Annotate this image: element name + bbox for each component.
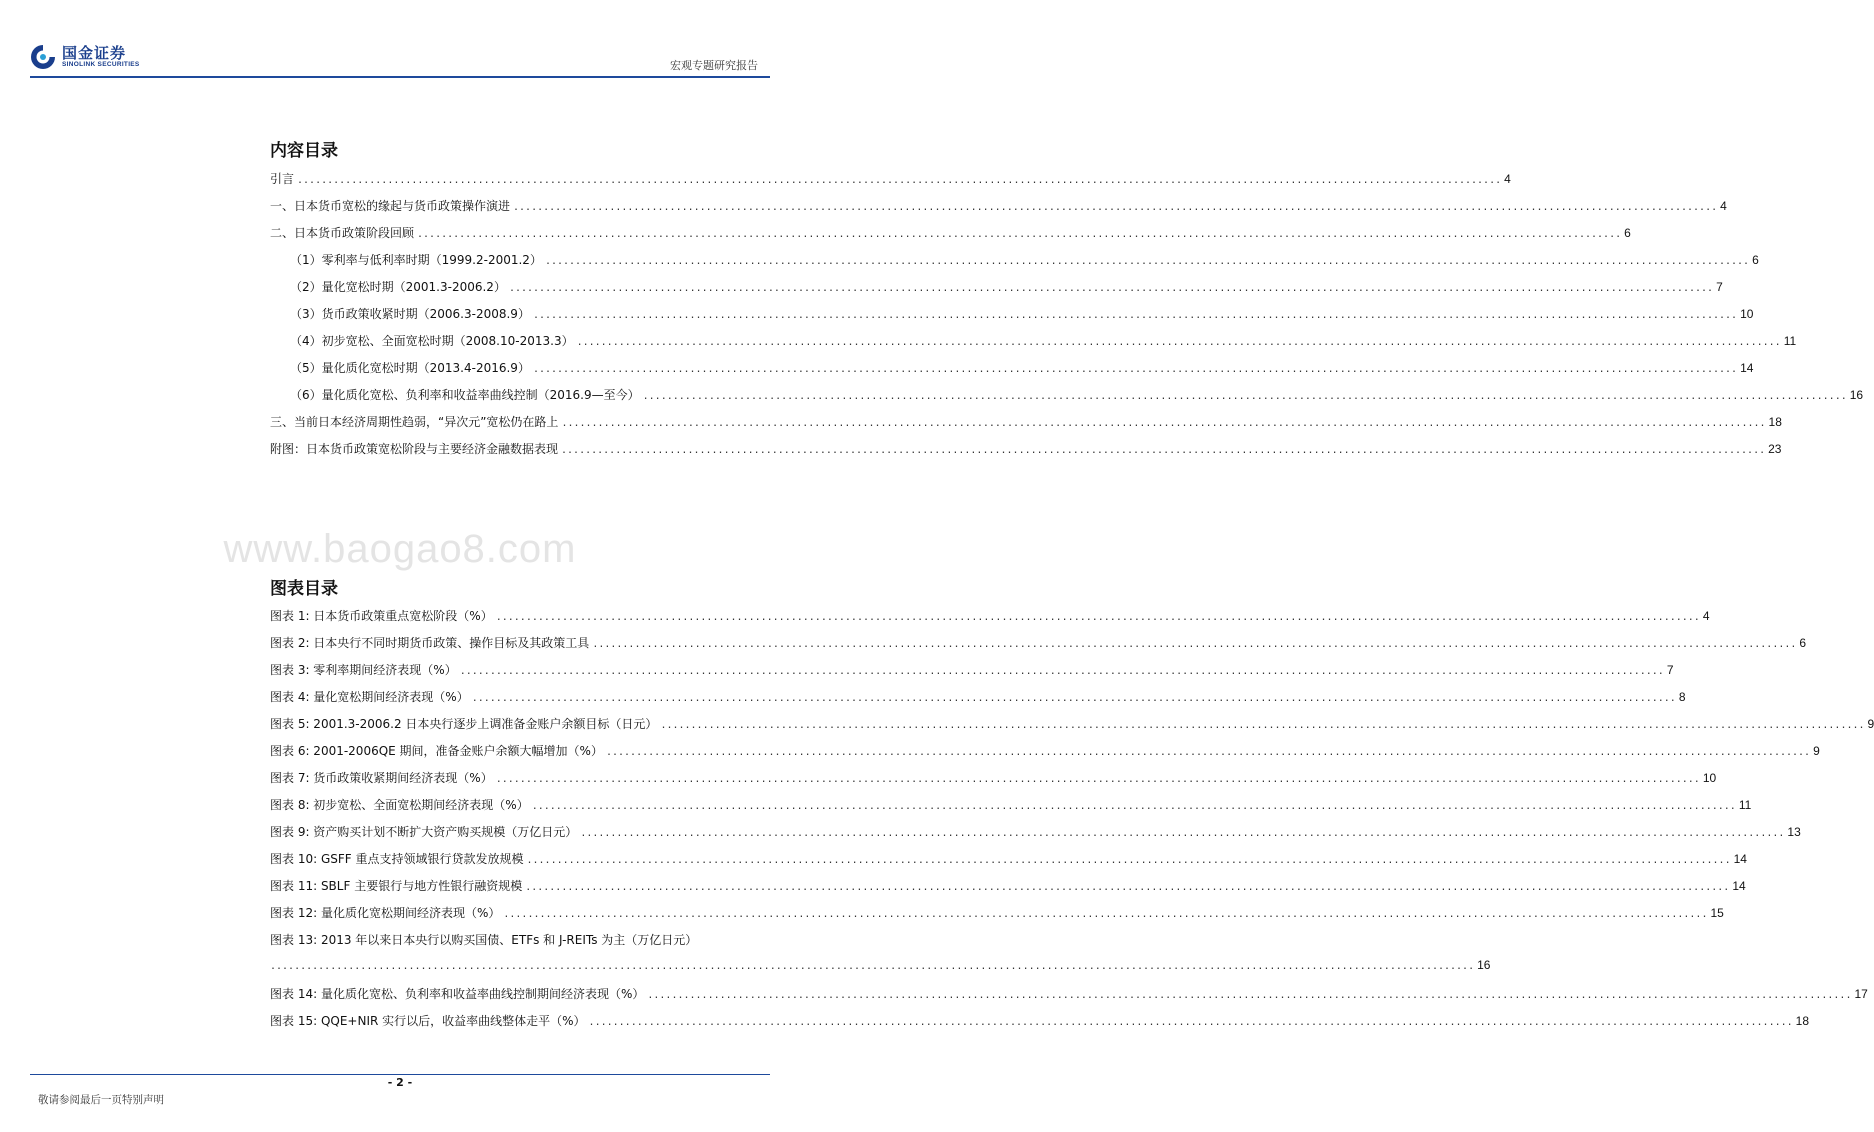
sinolink-logo-icon bbox=[30, 44, 56, 70]
entry-page: 16 bbox=[1477, 958, 1491, 972]
entry-page: 6 bbox=[1752, 253, 1759, 267]
entry-page: 9 bbox=[1813, 744, 1820, 758]
figures-entry[interactable] bbox=[270, 877, 1746, 904]
entry-label: 二、日本货币政策阶段回顾 bbox=[270, 226, 415, 240]
figures-entry[interactable] bbox=[270, 715, 1874, 742]
entry-label: 图表 11: SBLF 主要银行与地方性银行融资规模 bbox=[270, 879, 523, 893]
contents-title: 内容目录 bbox=[270, 141, 338, 161]
contents-entry[interactable] bbox=[270, 440, 1782, 467]
figures-entry[interactable] bbox=[270, 688, 1686, 715]
dot-leader: ........................................................................................................................................................................................................ bbox=[471, 693, 1676, 704]
dot-leader: ........................................................................................................................................................................................................ bbox=[508, 283, 1714, 294]
entry-page: 6 bbox=[1624, 226, 1631, 240]
entry-label: 图表 9: 资产购买计划不断扩大资产购买规模（万亿日元） bbox=[270, 825, 578, 839]
entry-page: 18 bbox=[1795, 1014, 1810, 1028]
dot-leader: ........................................................................................................................................................................................................ bbox=[660, 720, 1865, 731]
entry-label: （4）初步宽松、全面宽松时期（2008.10-2013.3） bbox=[290, 334, 574, 348]
entry-label: （6）量化质化宽松、负利率和收益率曲线控制（2016.9—至今） bbox=[290, 388, 640, 402]
header-divider bbox=[30, 76, 770, 78]
logo-text-en: SINOLINK SECURITIES bbox=[62, 61, 140, 68]
entry-label: 图表 7: 货币政策收紧期间经济表现（%） bbox=[270, 771, 493, 785]
entry-page: 14 bbox=[1733, 852, 1747, 866]
dot-leader: ........................................................................................................................................................................................................ bbox=[270, 961, 1475, 972]
entry-label: 图表 12: 量化质化宽松期间经济表现（%） bbox=[270, 906, 501, 920]
entry-label: 图表 10: GSFF 重点支持领域银行贷款发放规模 bbox=[270, 852, 524, 866]
entry-label: 图表 14: 量化质化宽松、负利率和收益率曲线控制期间经济表现（%） bbox=[270, 987, 645, 1001]
dot-leader: ........................................................................................................................................................................................................ bbox=[513, 202, 1718, 213]
dot-leader: ........................................................................................................................................................................................................ bbox=[605, 747, 1811, 758]
dot-leader: ........................................................................................................................................................................................................ bbox=[580, 828, 1785, 839]
dot-leader: ........................................................................................................................................................................................................ bbox=[592, 639, 1797, 650]
dot-leader: ........................................................................................................................................................................................................ bbox=[561, 418, 1766, 429]
entry-label: （1）零利率与低利率时期（1999.2-2001.2） bbox=[290, 253, 542, 267]
dot-leader: ........................................................................................................................................................................................................ bbox=[525, 882, 1730, 893]
entry-page: 10 bbox=[1702, 771, 1717, 785]
page-header bbox=[0, 0, 800, 80]
entry-label: 图表 3: 零利率期间经济表现（%） bbox=[270, 663, 457, 677]
figures-entry[interactable] bbox=[270, 742, 1820, 769]
entry-page: 11 bbox=[1738, 798, 1752, 812]
contents-entry[interactable] bbox=[270, 170, 1511, 197]
dot-leader: ........................................................................................................................................................................................................ bbox=[297, 175, 1502, 186]
entry-page: 4 bbox=[1720, 199, 1727, 213]
report-type: 宏观专题研究报告 bbox=[670, 59, 758, 72]
entry-page: 23 bbox=[1768, 442, 1782, 456]
entry-label: （5）量化质化宽松时期（2013.4-2016.9） bbox=[290, 361, 530, 375]
entry-label: 图表 2: 日本央行不同时期货币政策、操作目标及其政策工具 bbox=[270, 636, 590, 650]
dot-leader: ........................................................................................................................................................................................................ bbox=[459, 666, 1664, 677]
footer-divider bbox=[30, 1074, 770, 1075]
entry-page: 4 bbox=[1504, 172, 1511, 186]
entry-label: 三、当前日本经济周期性趋弱，“异次元”宽松仍在路上 bbox=[270, 415, 559, 429]
figures-entry[interactable] bbox=[270, 634, 1807, 661]
contents-entry[interactable] bbox=[270, 251, 1759, 278]
figures-entry[interactable] bbox=[270, 850, 1747, 877]
entry-page: 11 bbox=[1783, 334, 1797, 348]
entry-page: 6 bbox=[1799, 636, 1807, 650]
entry-label: 图表 1: 日本货币政策重点宽松阶段（%） bbox=[270, 609, 493, 623]
entry-page: 14 bbox=[1740, 361, 1754, 375]
figures-entry[interactable] bbox=[270, 904, 1724, 931]
entry-page: 14 bbox=[1732, 879, 1746, 893]
figures-entry[interactable] bbox=[270, 823, 1801, 850]
entry-label: （2）量化宽松时期（2001.3-2006.2） bbox=[290, 280, 506, 294]
figures-list bbox=[270, 607, 1874, 1039]
dot-leader: ........................................................................................................................................................................................................ bbox=[588, 1017, 1793, 1028]
page-number: - 2 - bbox=[387, 1076, 413, 1089]
entry-page: 7 bbox=[1666, 663, 1674, 677]
figures-entry[interactable] bbox=[270, 1012, 1810, 1039]
entry-page: 10 bbox=[1740, 307, 1754, 321]
dot-leader: ........................................................................................................................................................................................................ bbox=[561, 445, 1766, 456]
entry-label: 附图：日本货币政策宽松阶段与主要经济金融数据表现 bbox=[270, 442, 559, 456]
entry-label: 图表 5: 2001.3-2006.2 日本央行逐步上调准备金账户余额目标（日元） bbox=[270, 717, 658, 731]
entry-page: 16 bbox=[1849, 388, 1864, 402]
entry-page: 8 bbox=[1678, 690, 1686, 704]
dot-leader: ........................................................................................................................................................................................................ bbox=[531, 801, 1736, 812]
entry-label: 图表 13: 2013 年以来日本央行以购买国债、ETFs 和 J-REITs 为主（万亿日元） bbox=[270, 933, 698, 947]
entry-label: （3）货币政策收紧时期（2006.3-2008.9） bbox=[290, 307, 530, 321]
entry-label: 引言 bbox=[270, 172, 295, 186]
disclaimer: 敬请参阅最后一页特别声明 bbox=[38, 1094, 164, 1106]
contents-entry[interactable] bbox=[270, 224, 1631, 251]
contents-entry[interactable] bbox=[270, 197, 1727, 224]
entry-label: 图表 8: 初步宽松、全面宽松期间经济表现（%） bbox=[270, 798, 529, 812]
entry-label: 一、日本货币宽松的缘起与货币政策操作演进 bbox=[270, 199, 511, 213]
dot-leader: ........................................................................................................................................................................................................ bbox=[642, 391, 1847, 402]
entry-page: 18 bbox=[1768, 415, 1782, 429]
dot-leader: ........................................................................................................................................................................................................ bbox=[495, 774, 1700, 785]
entry-page: 4 bbox=[1702, 609, 1710, 623]
entry-page: 7 bbox=[1716, 280, 1723, 294]
contents-entry[interactable] bbox=[270, 413, 1782, 440]
dot-leader: ........................................................................................................................................................................................................ bbox=[417, 229, 1622, 240]
figures-entry[interactable] bbox=[270, 769, 1717, 796]
company-logo bbox=[30, 44, 140, 70]
entry-page: 13 bbox=[1787, 825, 1801, 839]
entry-label: 图表 4: 量化宽松期间经济表现（%） bbox=[270, 690, 469, 704]
figures-entry[interactable] bbox=[270, 985, 1868, 1012]
figures-title: 图表目录 bbox=[270, 579, 338, 599]
dot-leader: ........................................................................................................................................................................................................ bbox=[495, 612, 1700, 623]
entry-page: 15 bbox=[1710, 906, 1724, 920]
dot-leader: ........................................................................................................................................................................................................ bbox=[544, 256, 1750, 267]
entry-label: 图表 6: 2001-2006QE 期间，准备金账户余额大幅增加（%） bbox=[270, 744, 603, 758]
figures-entry-continued[interactable] bbox=[270, 958, 1491, 985]
figures-entry[interactable] bbox=[270, 661, 1674, 688]
entry-page: 17 bbox=[1854, 987, 1868, 1001]
contents-list bbox=[270, 170, 1864, 467]
entry-label: 图表 15: QQE+NIR 实行以后，收益率曲线整体走平（%） bbox=[270, 1014, 586, 1028]
dot-leader: ........................................................................................................................................................................................................ bbox=[576, 337, 1781, 348]
contents-entry[interactable] bbox=[270, 278, 1723, 305]
watermark: www.baogao8.com bbox=[223, 527, 577, 571]
dot-leader: ........................................................................................................................................................................................................ bbox=[647, 990, 1852, 1001]
figures-entry[interactable] bbox=[270, 607, 1710, 634]
dot-leader: ........................................................................................................................................................................................................ bbox=[532, 364, 1738, 375]
entry-page: 9 bbox=[1867, 717, 1874, 731]
figures-entry[interactable] bbox=[270, 931, 758, 958]
dot-leader: ........................................................................................................................................................................................................ bbox=[503, 909, 1708, 920]
dot-leader: ........................................................................................................................................................................................................ bbox=[532, 310, 1738, 321]
dot-leader: ........................................................................................................................................................................................................ bbox=[526, 855, 1731, 866]
figures-entry[interactable] bbox=[270, 796, 1752, 823]
contents-entry[interactable] bbox=[270, 305, 1754, 332]
logo-text-cn: 国金证券 bbox=[62, 44, 127, 62]
contents-entry[interactable] bbox=[270, 332, 1797, 359]
contents-entry[interactable] bbox=[270, 386, 1864, 413]
contents-entry[interactable] bbox=[270, 359, 1754, 386]
